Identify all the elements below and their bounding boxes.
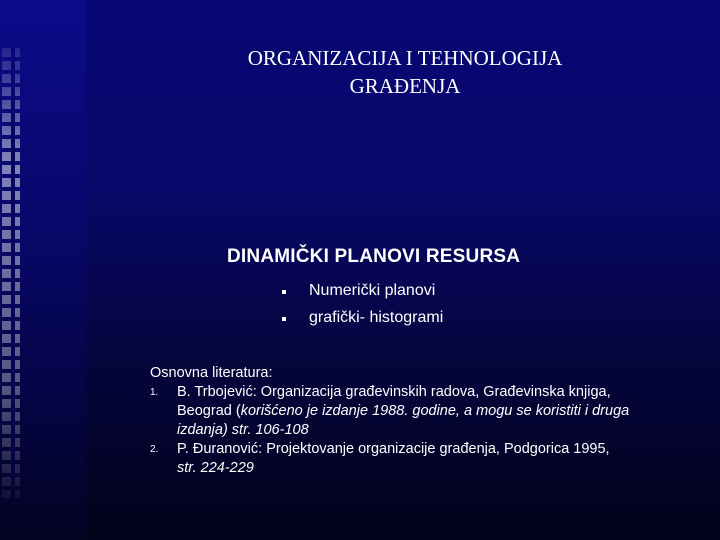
literature-number: 2. xyxy=(150,444,159,455)
literature-block xyxy=(150,364,630,478)
literature-number: 1. xyxy=(150,387,159,398)
title-line-1: ORGANIZACIJA I TEHNOLOGIJA xyxy=(247,46,563,70)
literature-heading: Osnovna literatura: xyxy=(150,365,273,381)
literature-list xyxy=(150,383,630,478)
bullet-text: Numerički planovi xyxy=(309,282,436,299)
bullet-text: grafički- histogrami xyxy=(309,309,444,326)
bullet-item xyxy=(282,280,443,307)
literature-text: B. Trbojević: Organizacija građevinskih radova, Građevinska knjiga, Beograd ( xyxy=(177,384,611,419)
literature-item xyxy=(150,383,630,440)
slide-title xyxy=(190,44,620,100)
title-line-2: GRAĐENJA xyxy=(349,74,461,98)
literature-text: P. Đuranović: Projektovanje organizacije građenja, Podgorica 1995, xyxy=(177,441,610,457)
bullet-icon xyxy=(282,317,286,321)
left-decorative-band xyxy=(0,0,86,540)
bullet-item xyxy=(282,307,443,334)
literature-item xyxy=(150,440,630,478)
literature-italic-text: str. 224-229 xyxy=(177,460,254,476)
slide-subtitle: DINAMIČKI PLANOVI RESURSA xyxy=(227,246,521,267)
literature-italic-text: korišćeno je izdanje 1988. godine, a mogu se koristiti i druga izdanja) str. 106-108 xyxy=(177,403,630,438)
square-column-decoration xyxy=(2,48,20,498)
bullet-icon xyxy=(282,290,286,294)
bullet-list xyxy=(282,280,443,334)
